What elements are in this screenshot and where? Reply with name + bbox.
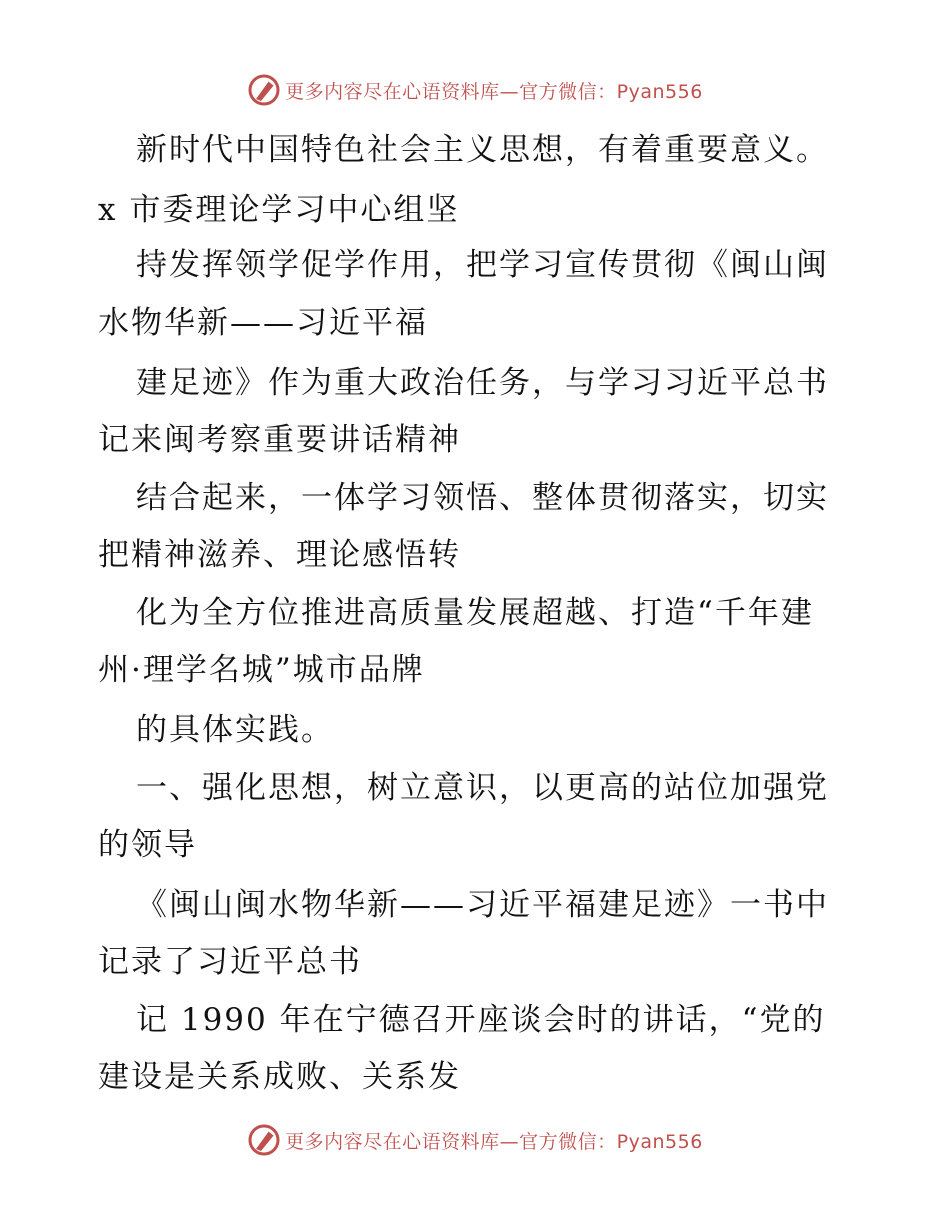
header-watermark-text: 更多内容尽在心语资料库—官方微信：Pyan556 bbox=[285, 80, 703, 103]
text-line: 记录了习近平总书 bbox=[98, 944, 362, 980]
text-line: 的具体实践。 bbox=[136, 712, 334, 748]
pen-logo-icon bbox=[247, 1123, 281, 1157]
text-line: 记 1990 年在宁德召开座谈会时的讲话，“党的 bbox=[136, 1002, 826, 1038]
footer-watermark bbox=[0, 1120, 950, 1160]
text-line: 结合起来，一体学习领悟、整体贯彻落实，切实 bbox=[136, 480, 829, 516]
footer-watermark-text: 更多内容尽在心语资料库—官方微信：Pyan556 bbox=[285, 1130, 703, 1153]
text-line: 记来闽考察重要讲话精神 bbox=[98, 422, 461, 458]
text-line: 的领导 bbox=[98, 827, 197, 863]
text-line: 建设是关系成败、关系发 bbox=[98, 1059, 461, 1095]
text-line: 把精神滋养、理论感悟转 bbox=[98, 537, 461, 573]
text-line: x 市委理论学习中心组坚 bbox=[98, 192, 460, 228]
text-line: 州·理学名城”城市品牌 bbox=[98, 652, 425, 688]
text-line: 持发挥领学促学作用，把学习宣传贯彻《闽山闽 bbox=[136, 247, 829, 283]
text-line: 化为全方位推进高质量发展超越、打造“千年建 bbox=[136, 595, 814, 631]
pen-logo-icon bbox=[247, 73, 281, 107]
text-line: 一、强化思想，树立意识，以更高的站位加强党 bbox=[136, 770, 829, 806]
text-line: 新时代中国特色社会主义思想，有着重要意义。 bbox=[136, 132, 829, 168]
document-body bbox=[0, 120, 950, 1110]
text-line: 《闽山闽水物华新——习近平福建足迹》一书中 bbox=[136, 887, 829, 923]
text-line: 水物华新——习近平福 bbox=[98, 305, 428, 341]
header-watermark bbox=[0, 70, 950, 110]
text-line: 建足迹》作为重大政治任务，与学习习近平总书 bbox=[136, 365, 829, 401]
